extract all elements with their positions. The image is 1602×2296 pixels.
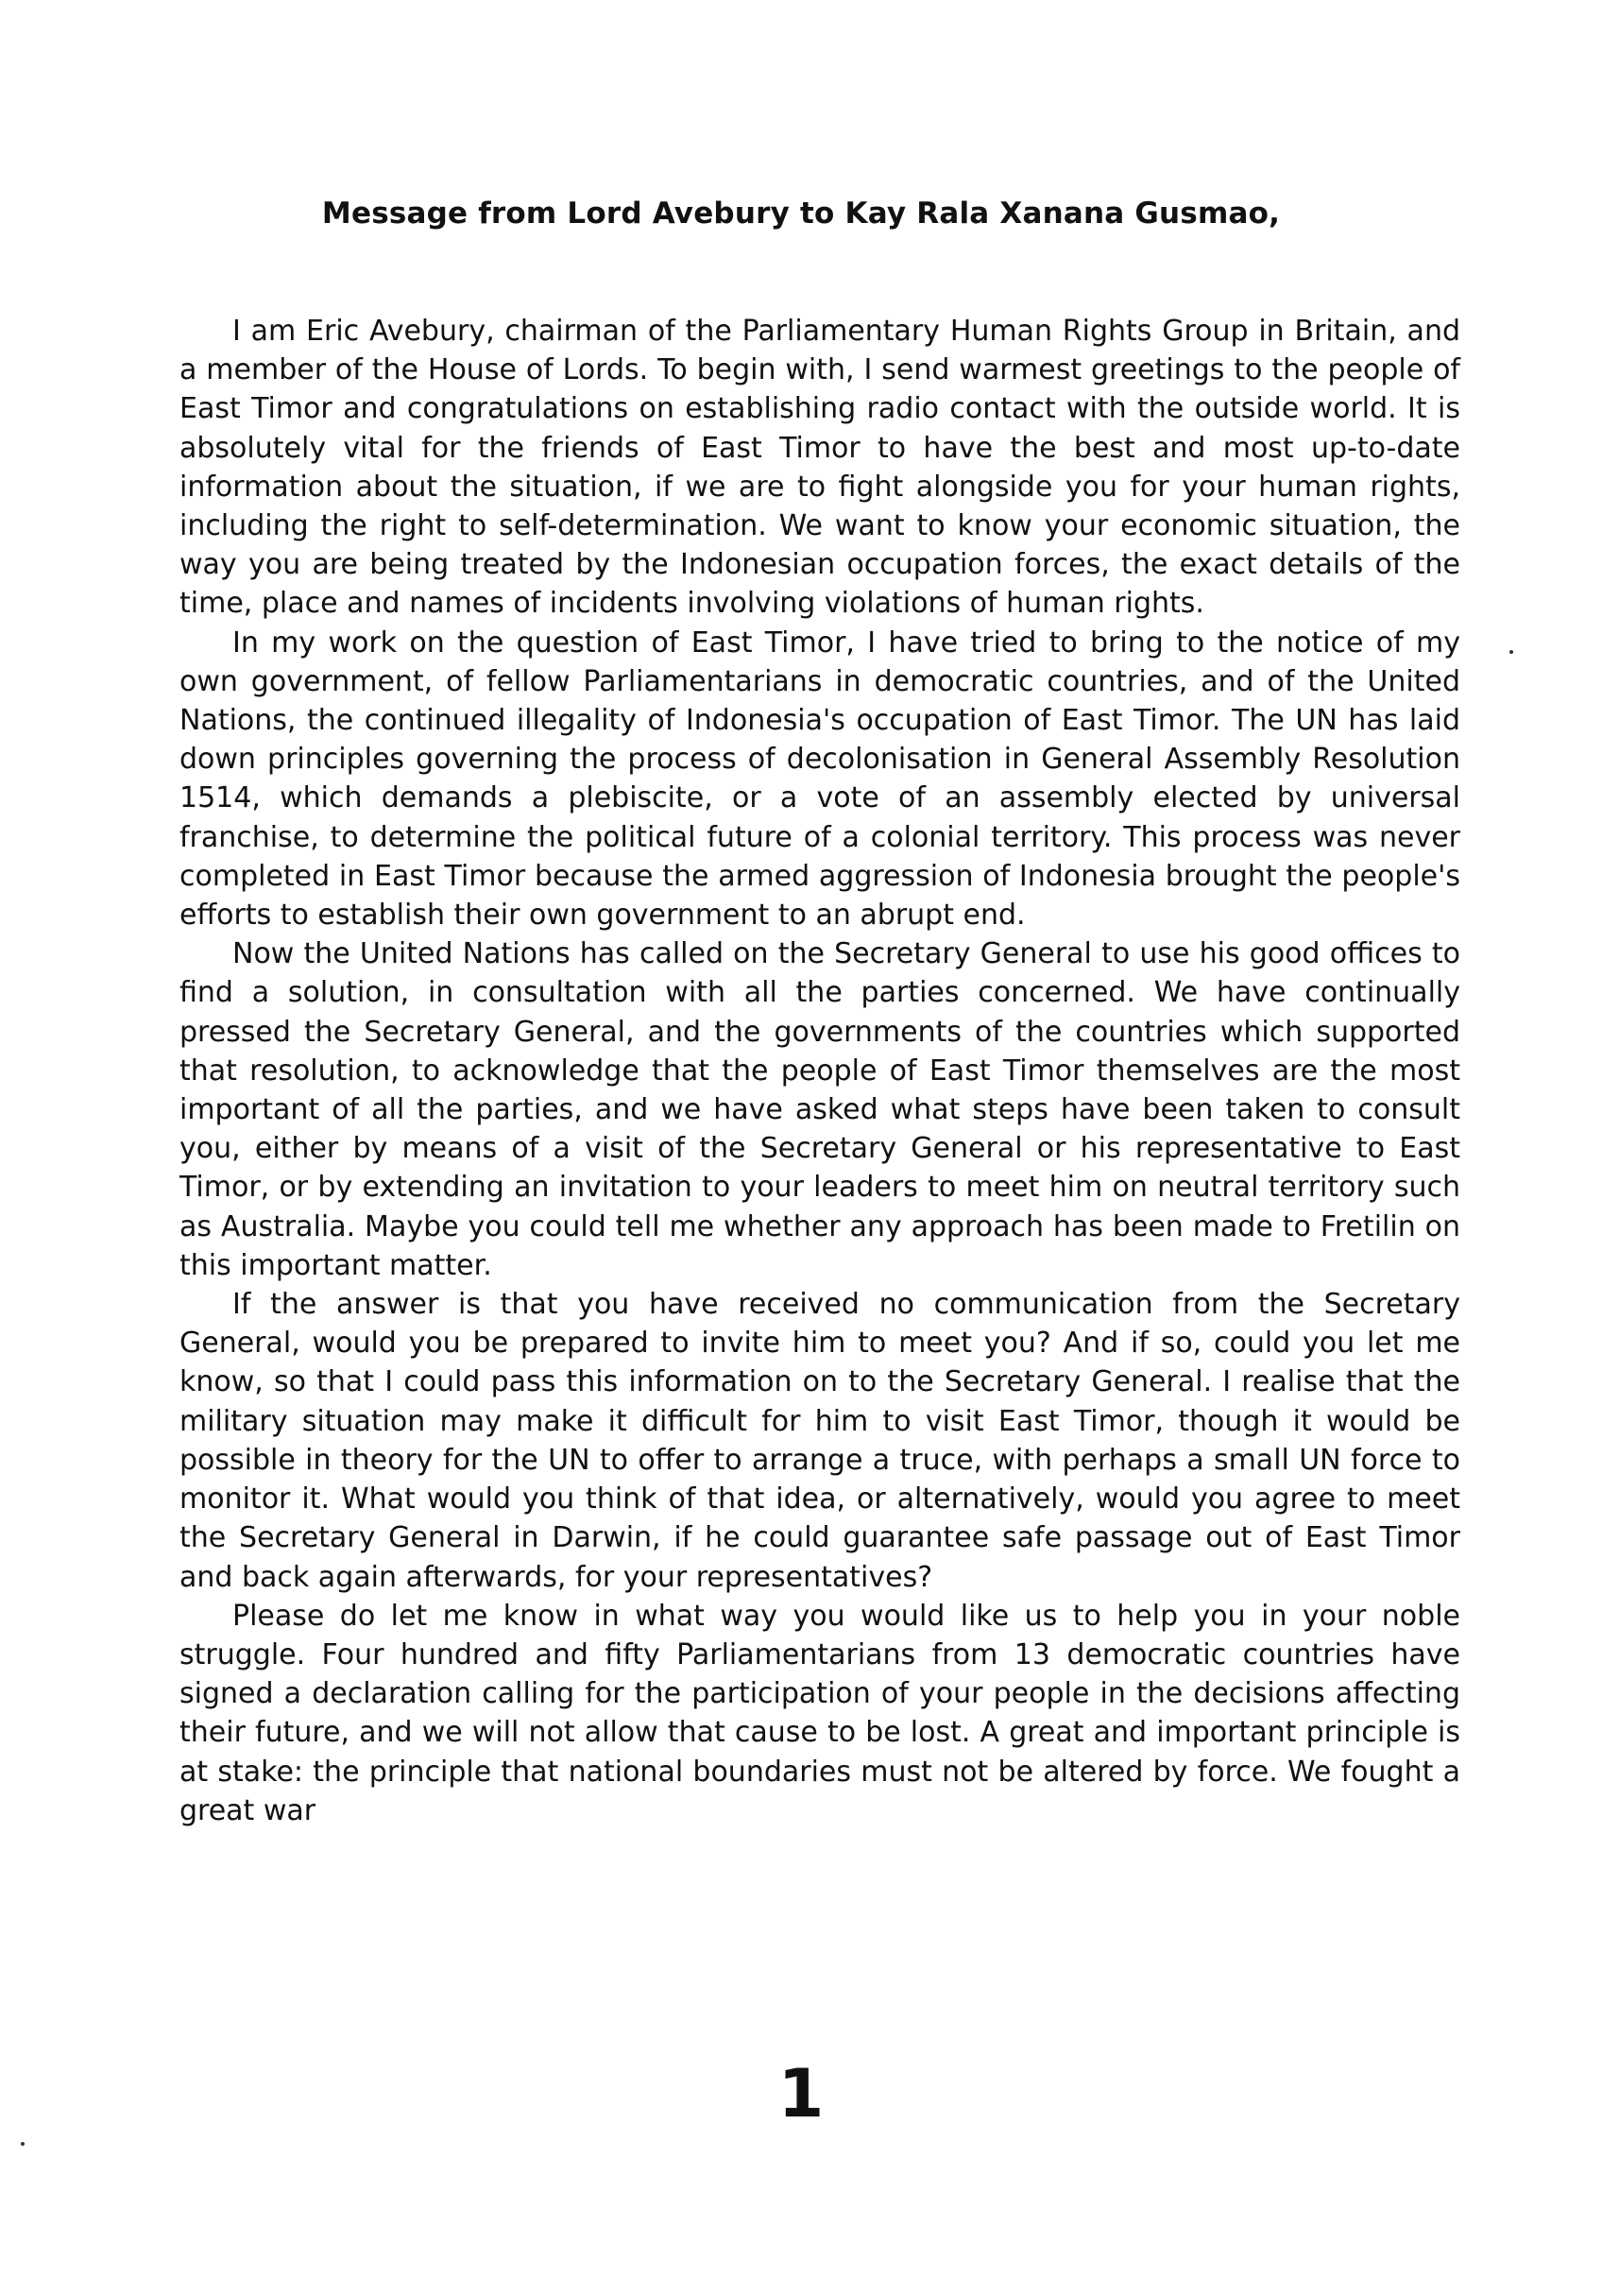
scan-speck — [21, 2142, 25, 2146]
paragraph-5: Please do let me know in what way you would like us to help you in your noble struggle. Four hundred and fifty Parliamentarians from 13 democratic countries have signed a declaration calling for the participation of your people in the decisions affecting their future, and we will not allow that cause to be lost. A great and important principle is at stake: the principle that national boundaries must not be altered by force. We fought a great war — [179, 1599, 1460, 1827]
scan-speck — [1509, 650, 1513, 654]
paragraph-4: If the answer is that you have received no communication from the Secretary General, would you be prepared to invite him to meet you? And if so, could you let me know, so that I could pass this information on to the Secretary General. I realise that the military situation may make it difficult for him to visit East Timor, though it would be possible in theory for the UN to offer to arrange a truce, with perhaps a small UN force to monitor it. What would you think of that idea, or alternatively, would you agree to meet the Secretary General in Darwin, if he could guarantee safe passage out of East Timor and back again afterwards, for your representatives? — [179, 1288, 1460, 1594]
paragraph-2: In my work on the question of East Timor, I have tried to bring to the notice of my own government, of fellow Parliamentarians in democratic countries, and of the United Nations, the continued illegality of Indonesia's occupation of East Timor. The UN has laid down principles governing the process of decolonisation in General Assembly Resolution 1514, which demands a plebiscite, or a vote of an assembly elected by universal franchise, to determine the political future of a colonial territory. This process was never completed in East Timor because the armed aggression of Indonesia brought the people's efforts to establish their own government to an abrupt end. — [179, 625, 1460, 933]
paragraph-1: I am Eric Avebury, chairman of the Parliamentary Human Rights Group in Britain, and a member of the House of Lords. To begin with, I send warmest greetings to the people of East Timor and congratulations on establishing radio contact with the outside world. It is absolutely vital for the friends of East Timor to have the best and most up-to-date information about the situation, if we are to fight alongside you for your human rights, including the right to self-determination. We want to know your economic situation, the way you are being treated by the Indonesian occupation forces, the exact details of the time, place and names of incidents involving violations of human rights. — [179, 315, 1460, 621]
page-number: 1 — [777, 2055, 825, 2133]
paragraph-3: Now the United Nations has called on the Secretary General to use his good offices to find a solution, in consultation with all the parties concerned. We have continually pressed the Secretary General, and the governments of the countries which supported that resolution, to acknowledge that the people of East Timor themselves are the most important of all the parties, and we have asked what steps have been taken to consult you, either by means of a visit of the Secretary General or his representative to East Timor, or by extending an invitation to your leaders to meet him on neutral territory such as Australia. Maybe you could tell me whether any approach has been made to Fretilin on this important matter. — [179, 937, 1460, 1282]
page-title: Message from Lord Avebury to Kay Rala Xanana Gusmao, — [321, 197, 1281, 231]
letter-body — [179, 312, 1460, 1830]
